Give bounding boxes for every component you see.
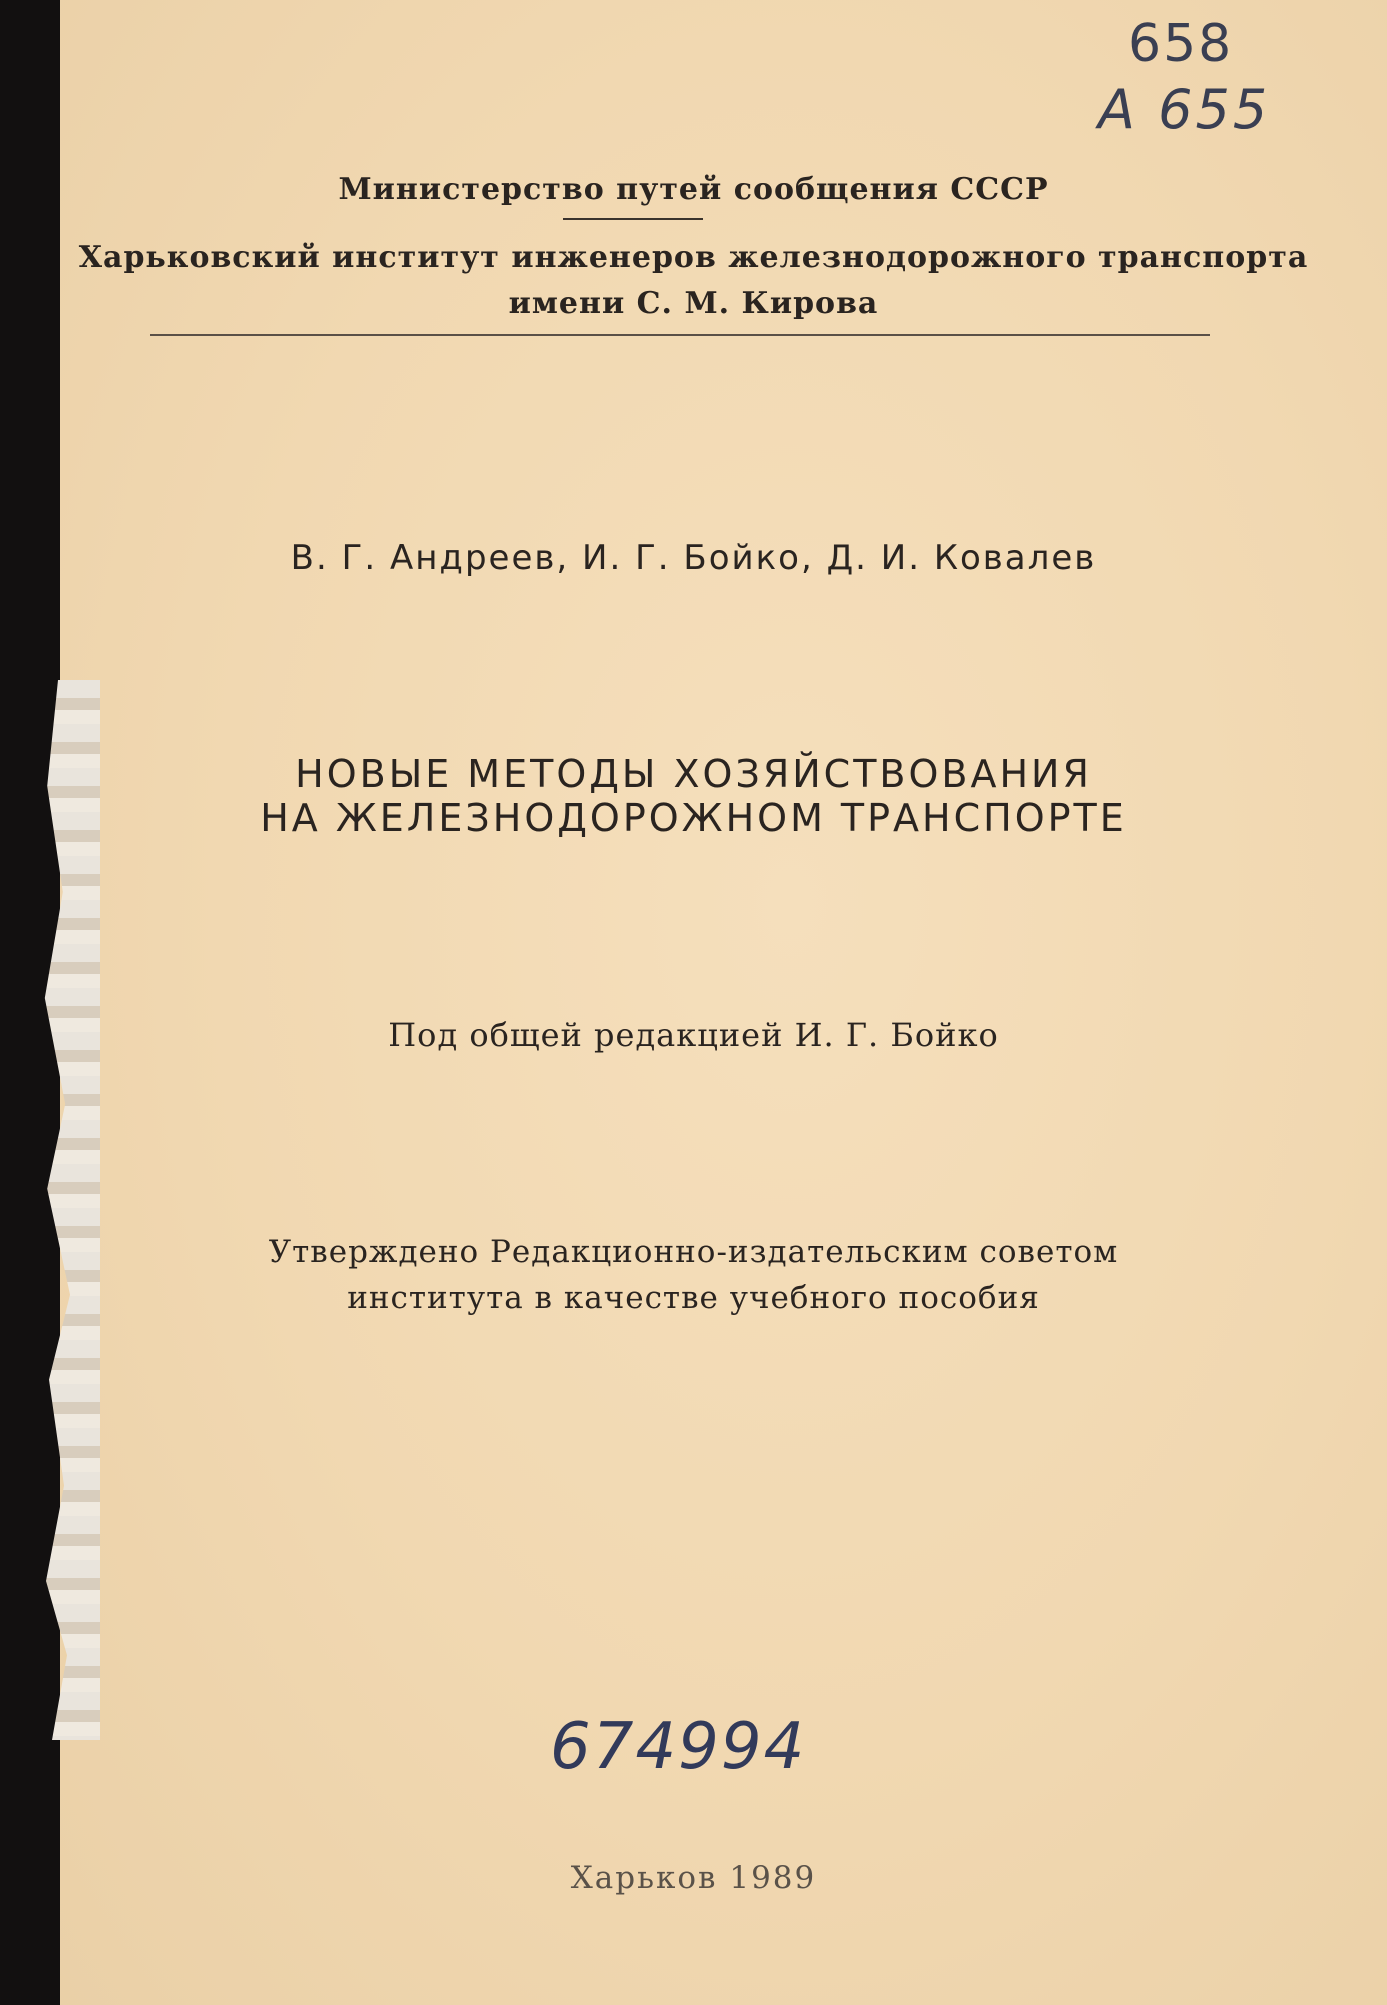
ministry-name: Министерство путей сообщения СССР: [338, 172, 1049, 207]
approval-line2: института в качестве учебного пособия: [347, 1280, 1040, 1316]
institute-name: Харьковский институт инженеров железнодорожного транспорта: [78, 240, 1309, 275]
approval-line1: Утверждено Редакционно-издательским советом: [268, 1234, 1119, 1270]
handwritten-inventory-number: 674994: [550, 1710, 807, 1784]
header-divider: [150, 334, 1210, 336]
institute-named-after: имени С. М. Кирова: [508, 286, 879, 321]
authors: В. Г. Андреев, И. Г. Бойко, Д. И. Ковалев: [290, 538, 1097, 578]
handwritten-author-code: А 655: [1098, 78, 1271, 141]
header-divider-short: [563, 218, 703, 220]
editor-credit: Под общей редакцией И. Г. Бойко: [388, 1016, 999, 1054]
handwritten-classification-code: 658: [1128, 14, 1234, 74]
imprint-place-year: Харьков 1989: [570, 1860, 817, 1896]
book-title-line1: НОВЫЕ МЕТОДЫ ХОЗЯЙСТВОВАНИЯ: [295, 752, 1092, 796]
book-title-line2: НА ЖЕЛЕЗНОДОРОЖНОМ ТРАНСПОРТЕ: [260, 796, 1127, 840]
